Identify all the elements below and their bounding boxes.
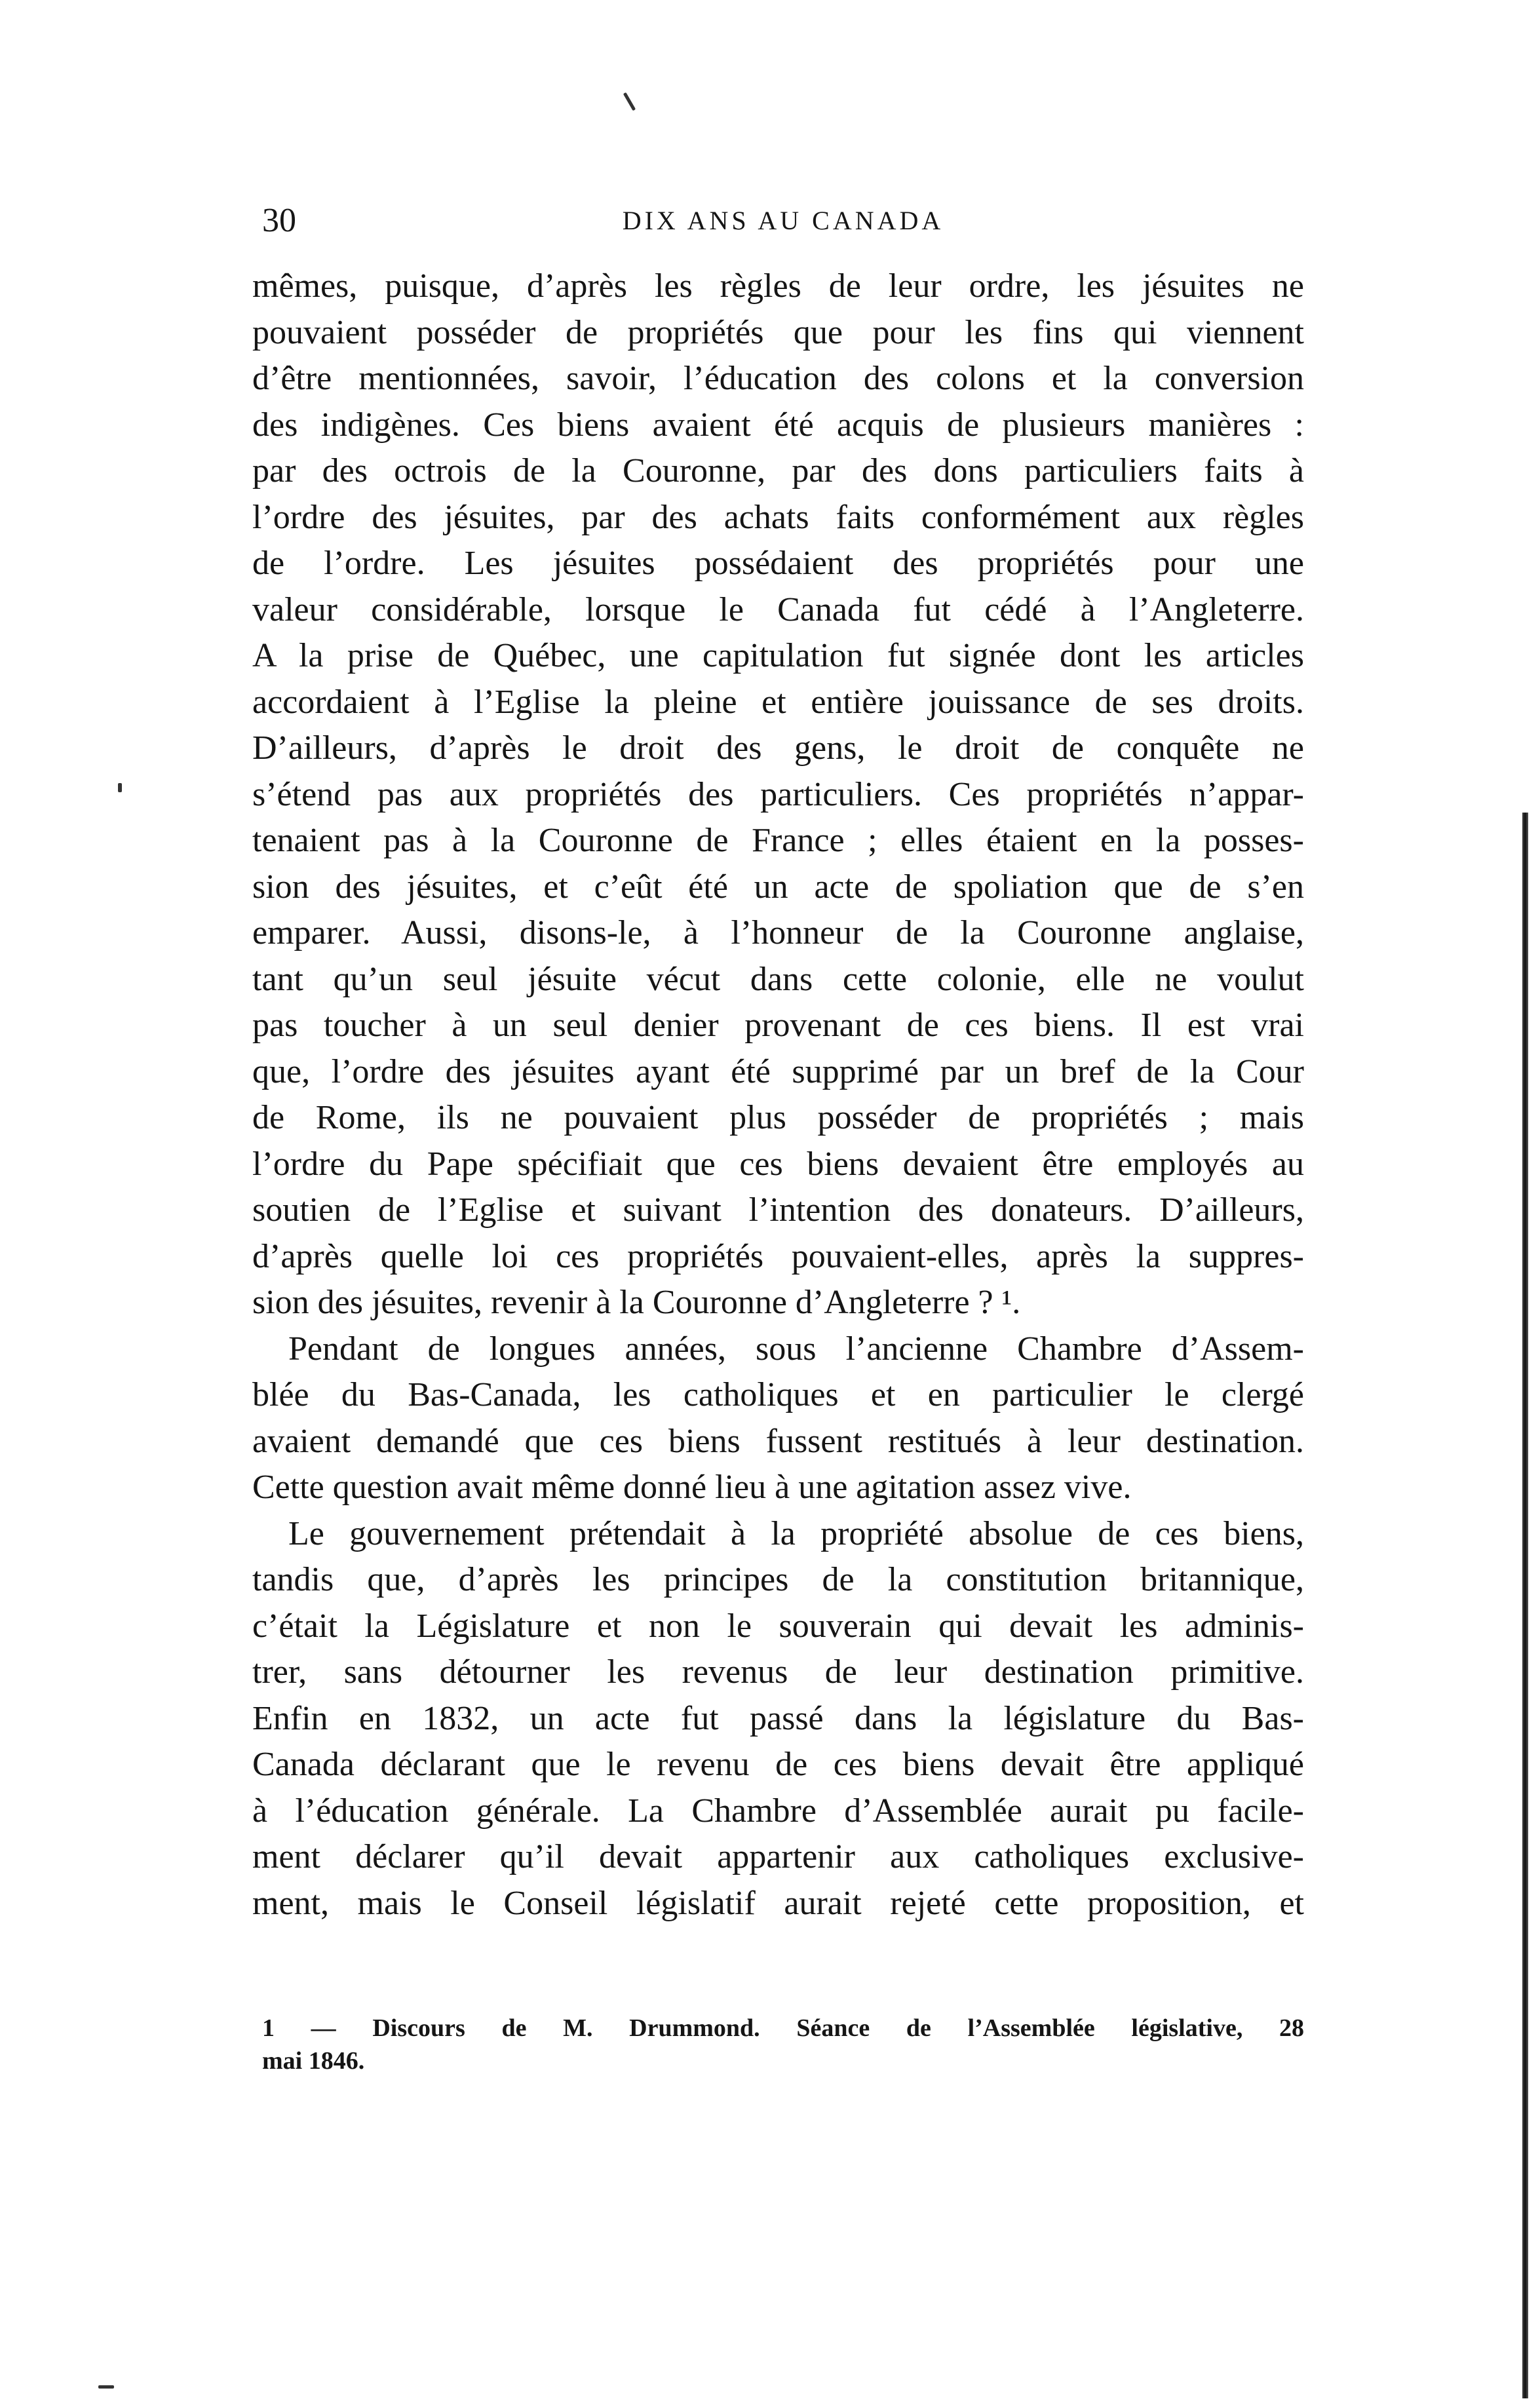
footnote-line: 1 — Discours de M. Drummond. Séance de l’Assemblée législative, 28 bbox=[262, 2014, 1304, 2042]
body-line: D’ailleurs, d’après le droit des gens, le droit de conquête ne bbox=[252, 729, 1304, 767]
body-line: que, l’ordre des jésuites ayant été supprimé par un bref de la Cour bbox=[252, 1052, 1304, 1090]
body-line: d’après quelle loi ces propriétés pouvaient-elles, après la suppres- bbox=[252, 1237, 1304, 1275]
body-line: l’ordre du Pape spécifiait que ces biens devaient être employés au bbox=[252, 1145, 1304, 1183]
body-line: des indigènes. Ces biens avaient été acquis de plusieurs manières : bbox=[252, 406, 1304, 444]
scan-speck bbox=[118, 783, 122, 792]
body-line: pouvaient posséder de propriétés que pour les fins qui viennent bbox=[252, 313, 1304, 351]
body-line: A la prise de Québec, une capitulation fut signée dont les articles bbox=[252, 637, 1304, 674]
body-line: Cette question avait même donné lieu à une agitation assez vive. bbox=[252, 1469, 1132, 1506]
body-line: d’être mentionnées, savoir, l’éducation des colons et la conversion bbox=[252, 360, 1304, 397]
body-line: c’était la Législature et non le souverain qui devait les adminis- bbox=[252, 1607, 1304, 1645]
body-line: Enfin en 1832, un acte fut passé dans la législature du Bas- bbox=[252, 1699, 1304, 1737]
body-line: accordaient à l’Eglise la pleine et entière jouissance de ses droits. bbox=[252, 683, 1304, 721]
body-line: ment, mais le Conseil législatif aurait rejeté cette proposition, et bbox=[252, 1884, 1304, 1922]
running-title: DIX ANS AU CANADA bbox=[622, 206, 944, 235]
body-line: tenaient pas à la Couronne de France ; elles étaient en la posses- bbox=[252, 822, 1304, 859]
body-line: s’étend pas aux propriétés des particuliers. Ces propriétés n’appar- bbox=[252, 775, 1304, 813]
body-line: l’ordre des jésuites, par des achats faits conformément aux règles bbox=[252, 498, 1304, 536]
body-line: sion des jésuites, et c’eût été un acte de spoliation que de s’en bbox=[252, 868, 1304, 906]
body-line: de l’ordre. Les jésuites possédaient des propriétés pour une bbox=[252, 545, 1304, 582]
body-line: de Rome, ils ne pouvaient plus posséder de propriétés ; mais bbox=[252, 1099, 1304, 1136]
body-line: tant qu’un seul jésuite vécut dans cette colonie, elle ne voulut bbox=[252, 960, 1304, 998]
scan-speck bbox=[623, 92, 636, 111]
body-line: blée du Bas-Canada, les catholiques et en particulier le clergé bbox=[252, 1376, 1304, 1413]
body-line: sion des jésuites, revenir à la Couronne d’Angleterre ? ¹. bbox=[252, 1284, 1021, 1321]
body-line: Pendant de longues années, sous l’ancienne Chambre d’Assem- bbox=[288, 1330, 1304, 1368]
body-line: trer, sans détourner les revenus de leur destination primitive. bbox=[252, 1653, 1304, 1691]
page-number: 30 bbox=[262, 202, 296, 239]
body-line: pas toucher à un seul denier provenant de ces biens. Il est vrai bbox=[252, 1007, 1304, 1044]
body-line: ment déclarer qu’il devait appartenir aux catholiques exclusive- bbox=[252, 1838, 1304, 1875]
body-line: Le gouvernement prétendait à la propriété absolue de ces biens, bbox=[288, 1514, 1304, 1552]
scan-speck bbox=[98, 2385, 114, 2389]
body-line: tandis que, d’après les principes de la constitution britannique, bbox=[252, 1561, 1304, 1598]
body-text bbox=[252, 263, 1304, 1927]
footnote bbox=[262, 2012, 1304, 2077]
body-line: Canada déclarant que le revenu de ces biens devait être appliqué bbox=[252, 1746, 1304, 1783]
scan-edge-shadow bbox=[1522, 813, 1528, 2398]
body-line: valeur considérable, lorsque le Canada fut cédé à l’Angleterre. bbox=[252, 590, 1304, 628]
footnote-line: mai 1846. bbox=[262, 2047, 365, 2075]
body-line: mêmes, puisque, d’après les règles de leur ordre, les jésuites ne bbox=[252, 267, 1304, 305]
body-line: à l’éducation générale. La Chambre d’Assemblée aurait pu facile- bbox=[252, 1792, 1304, 1830]
page-header bbox=[262, 198, 1304, 244]
body-line: emparer. Aussi, disons-le, à l’honneur de la Couronne anglaise, bbox=[252, 914, 1304, 951]
body-line: par des octrois de la Couronne, par des dons particuliers faits à bbox=[252, 452, 1304, 490]
body-line: avaient demandé que ces biens fussent restitués à leur destination. bbox=[252, 1422, 1304, 1460]
body-line: soutien de l’Eglise et suivant l’intention des donateurs. D’ailleurs, bbox=[252, 1191, 1304, 1229]
